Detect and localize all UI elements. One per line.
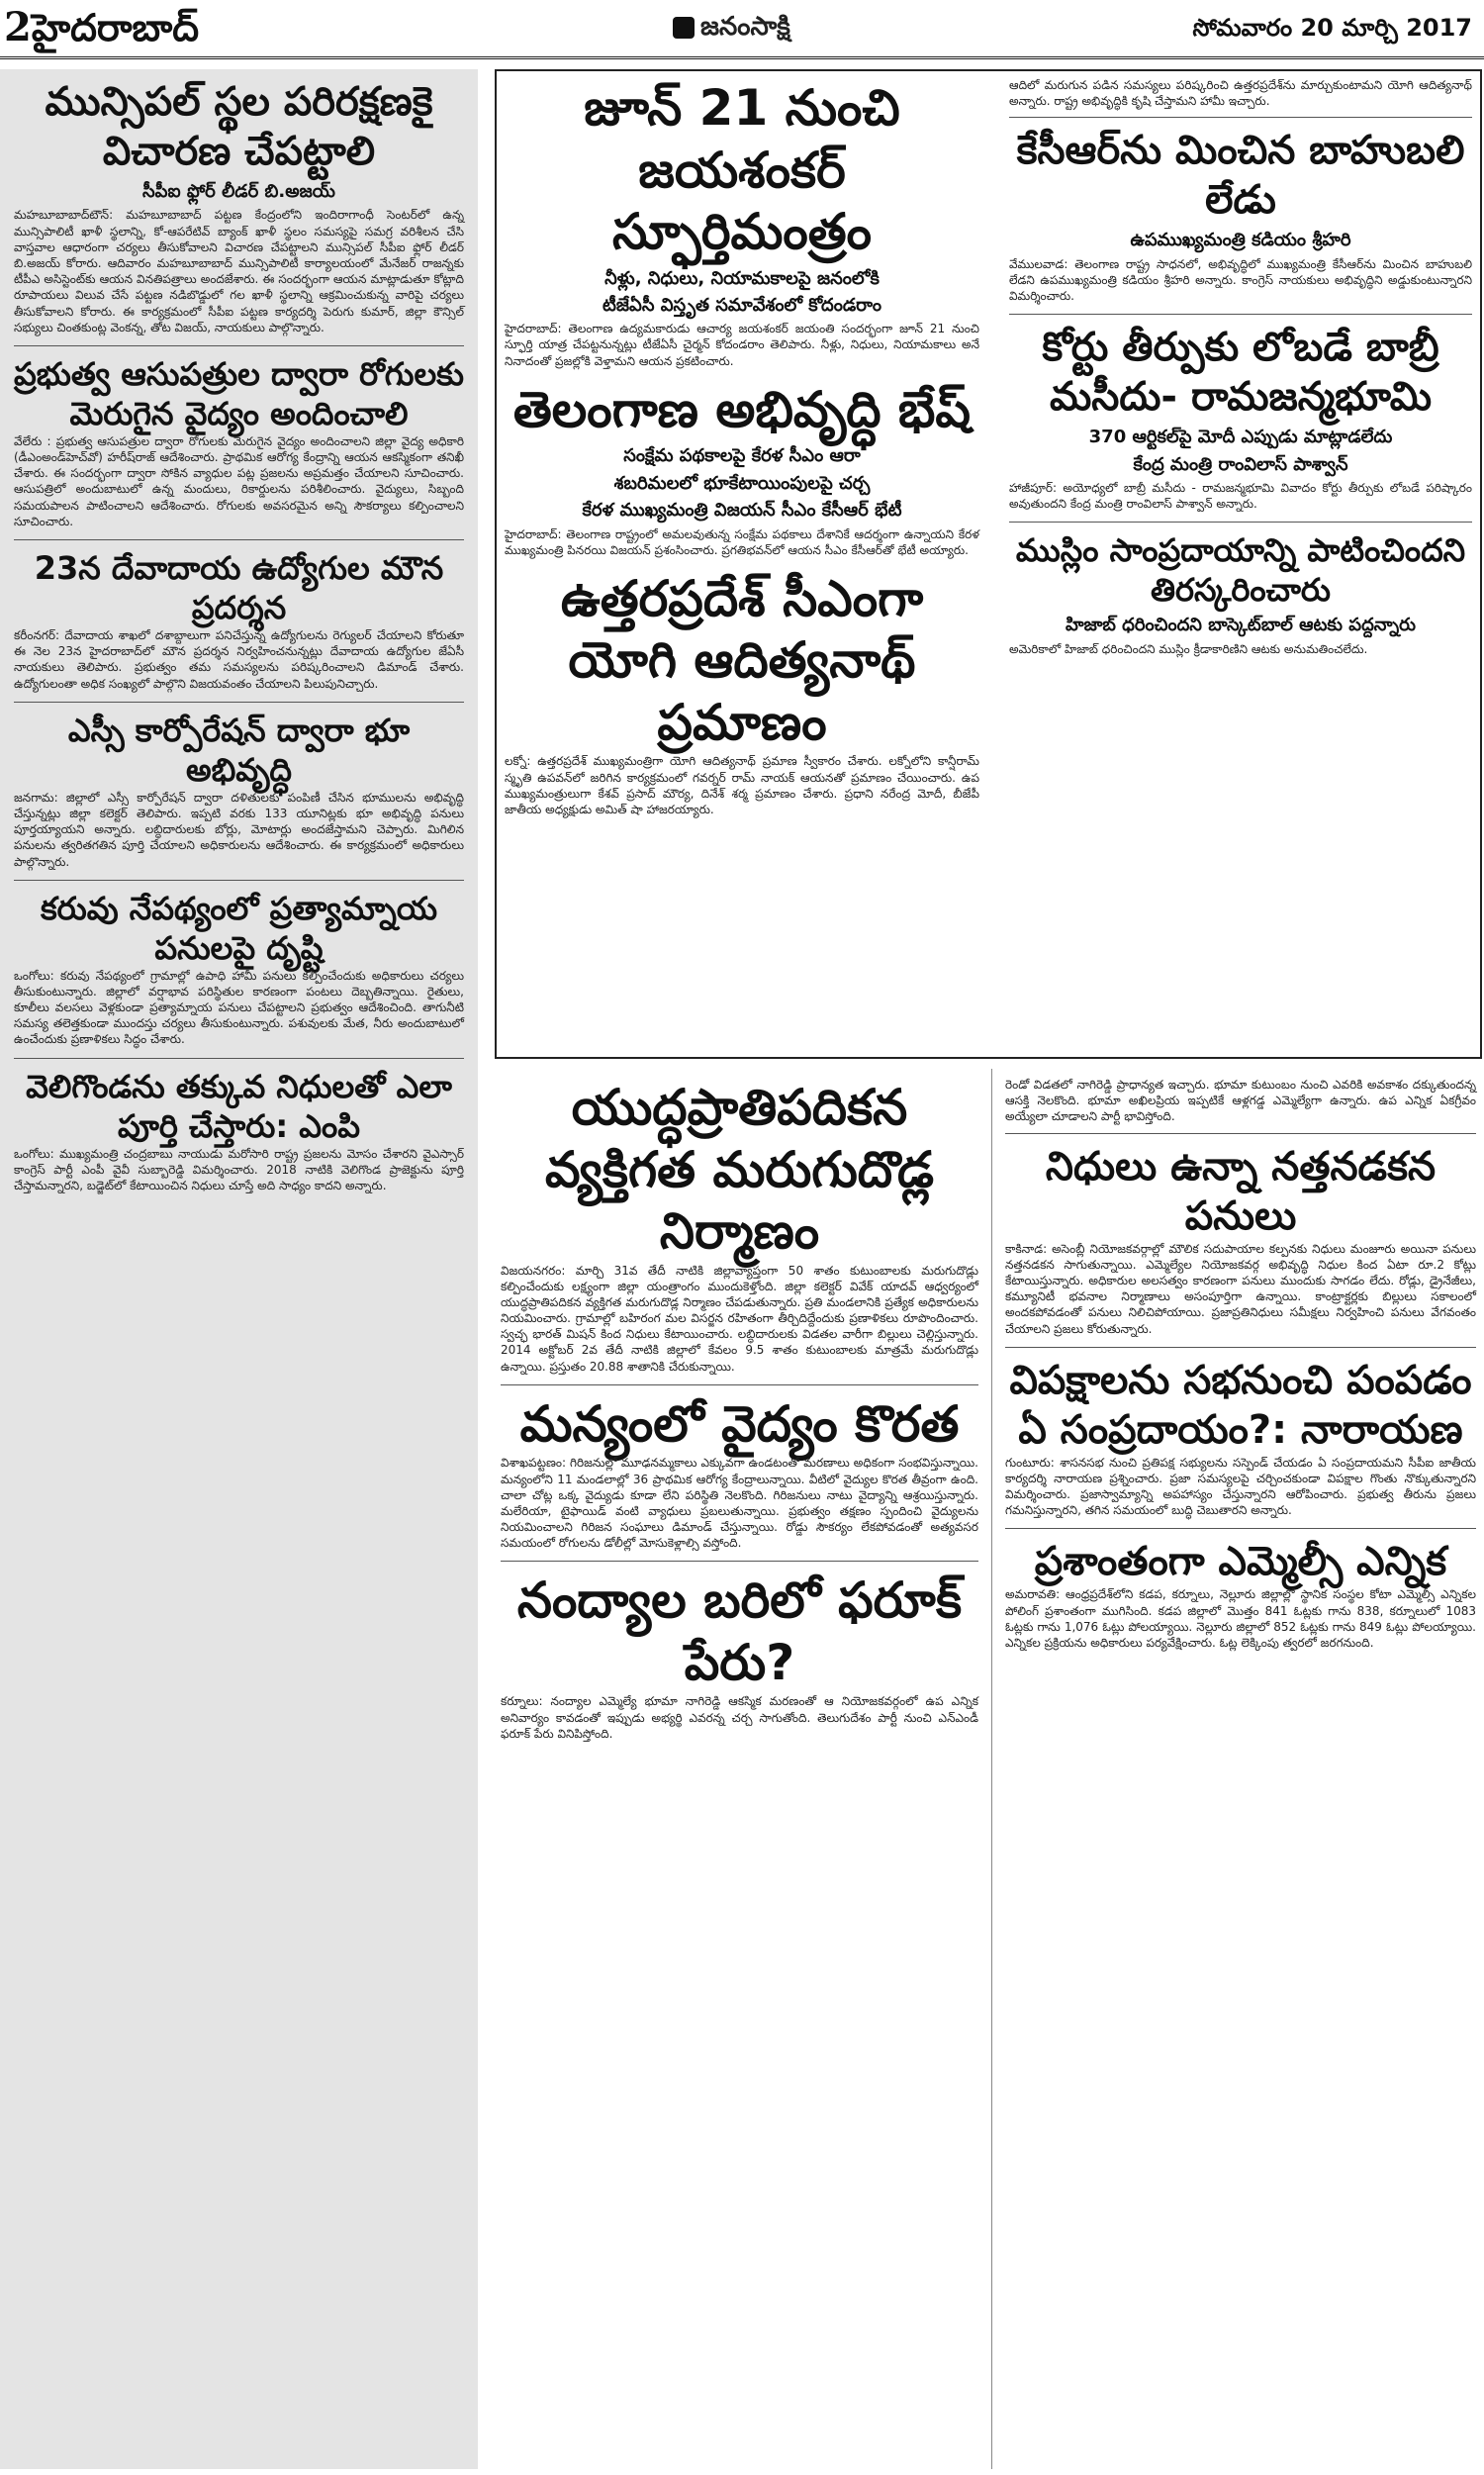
article-body: వేములవాడ: తెలంగాణ రాష్ట్ర సాధనలో, అభివృద్ధిలో ముఖ్యమంత్రి కేసీఆర్‌ను మించిన బాహుబలి లేడని ఉపముఖ్యమంత్రి కడియం శ్రీహరి అన్నారు. కాంగ్రెస్ నాయకులు అభివృద్ధిని అడ్డుకుంటున్నారని విమర్శించారు. (1009, 256, 1472, 304)
article-body: అమరావతి: ఆంధ్రప్రదేశ్‌లోని కడప, కర్నూలు, నెల్లూరు జిల్లాల్లో స్థానిక సంస్థల కోటా ఎమ్మెల్సీ ఎన్నికల పోలింగ్ ప్రశాంతంగా ముగిసింది. కడప జిల్లాలో మొత్తం 841 ఓట్లకు గాను 838, కర్నూలులో 1083 ఓట్లకు గాను 1,076 ఓట్లు పోలయ్యాయి. నెల్లూరు జిల్లాలో 852 ఓట్లకు గాను 849 ఓట్లు పోలయ్యాయి. ఎన్నికల ప్రక్రియను అధికారులు పర్యవేక్షించారు. ఓట్ల లెక్కింపు త్వరలో జరగనుంది. (1005, 1587, 1476, 1650)
headline: ఉత్తరప్రదేశ్ సీఎంగా యోగి ఆదిత్యనాథ్ ప్రమాణం (560, 569, 924, 751)
story-hijab (1009, 530, 1472, 657)
article-body: హైదరాబాద్: తెలంగాణ ఉద్యమకారుడు ఆచార్య జయశంకర్ జయంతి సందర్భంగా జూన్ 21 నుంచి స్ఫూర్తి యాత్ర చేపట్టనున్నట్లు టీజేఏసీ చైర్మన్ కోదండరాం తెలిపారు. నీళ్లు, నిధులు, నియామకాలు అనే నినాదంతో ప్రజల్లోకి వెళ్తామని ఆయన ప్రకటించారు. (505, 322, 979, 368)
article-body: విశాఖపట్టణం: గిరిజనుల్లో మూఢనమ్మకాలు ఎక్కువగా ఉండటంతో మరణాలు అధికంగా సంభవిస్తున్నాయి. మన్యంలోని 11 మండలాల్లో 36 ప్రాథమిక ఆరోగ్య కేంద్రాలున్నాయి. వీటిలో వైద్యుల కొరత తీవ్రంగా ఉంది. చాలా చోట్ల ఒక్క వైద్యుడు కూడా లేని పరిస్థితి నెలకొంది. గిరిజనులు నాటు వైద్యాన్ని ఆశ్రయిస్తున్నారు. మలేరియా, టైఫాయిడ్ వంటి వ్యాధులు ప్రబలుతున్నాయి. ప్రభుత్వం తక్షణం స్పందించి వైద్యులను నియమించాలని గిరిజన సంఘాలు డిమాండ్ చేస్తున్నాయి. రోడ్డు సౌకర్యం లేకపోవడంతో అత్యవసర సమయంలో రోగులను డోలీల్లో మోసుకెళ్లాల్సి వస్తోంది. (501, 1456, 978, 1551)
paper-name: జనంసాక్షి (700, 12, 790, 42)
story-municipal-land (14, 77, 464, 335)
headline: కరువు నేపథ్యంలో ప్రత్యామ్నాయ పనులపై దృష్టి (40, 889, 438, 967)
article-body: మహబూబాబాద్‌టౌన్: మహబూబాబాద్ పట్టణ కేంద్రంలోని ఇందిరాగాంధీ సెంటర్‌లో ఉన్న మున్సిపాలిటీ ఖాళీ స్థలాన్ని, కో-ఆపరేటివ్ బ్యాంక్ ఖాళీ స్థలం సమస్యపై సమగ్ర వరిశీలన చేసి వాస్తవాల ఆధారంగా చర్యలు తీసుకోవాలని విచారణ చేపట్టాలని మున్సిపల్ సీపీఐ ఫ్లోర్ లీడర్ బి.అజయ్ కోరారు. ఆదివారం మహబూబాబాద్ మున్సిపాలిటీ కార్యాలయంలో మేనేజర్ రాజన్నకు టీపీఎ అసిస్టెంట్‌కు ఆయన వినతిపత్రాలు అందజేశారు. ఈ సందర్భంగా ఆయన మాట్లాడుతూ కోట్లాది రూపాయలు విలువ చేసే పట్టణ నడిబొడ్డులో గల ఖాళీ స్థలాన్ని ఆక్రమించుకున్న వారిపై చర్యలు తీసుకోవాలని కోరారు. ఈ కార్యక్రమంలో సీపీఐ పట్టణ కార్యదర్శి పెరుగు కుమార్, జిల్లా కౌన్సిల్ సభ్యులు చింతకుంట్ల వెంకన్న, తోట విజయ్, నాయకులు పాల్గొన్నారు. (14, 208, 464, 334)
headline: మున్సిపల్ స్థల పరిరక్షణకై విచారణ చేపట్టాలి (45, 79, 433, 174)
newspaper-icon (673, 17, 695, 39)
story-up-cm (505, 568, 979, 817)
headline: మన్యంలో వైద్యం కొరత (519, 1394, 960, 1453)
section-label (4, 4, 199, 59)
subheadline: టీజేఏసీ విస్తృత సమావేశంలో కోదండరాం (603, 294, 881, 316)
headline: తెలంగాణ అభివృద్ధి భేష్ (512, 380, 972, 438)
story-narayana (1005, 1356, 1476, 1519)
divider (501, 1384, 978, 1385)
article-body: కర్నూలు: నంద్యాల ఎమ్మెల్యే భూమా నాగిరెడ్డి ఆకస్మిక మరణంతో ఆ నియోజకవర్గంలో ఉప ఎన్నిక అనివార్యం కావడంతో ఇప్పుడు అభ్యర్థి ఎవరన్న చర్చ సాగుతోంది. తెలుగుదేశం పార్టీ నుంచి ఎన్‌ఎండీ ఫరూక్ పేరు వినిపిస్తోంది. (501, 1694, 978, 1741)
headline: కోర్టు తీర్పుకు లోబడే బాబ్రీ మసీదు- రామజన్మభూమి (1042, 325, 1439, 421)
article-body: అమెరికాలో హిజాబ్ ధరించిందని ముస్లిం క్రీడాకారిణిని ఆటకు అనుమతించలేదు. (1009, 641, 1368, 656)
section-name: హైదరాబాద్ (31, 5, 200, 49)
headline: విపక్షాలను సభనుంచి పంపడం ఏ సంప్రదాయం?: నారాయణ (1009, 1357, 1472, 1453)
column-divider (991, 1069, 992, 2469)
article-continuation: ఆదిలో మరుగున పడిన సమస్యలు పరిష్కరించి ఉత్తరప్రదేశ్‌ను మార్చుకుంటామని యోగి ఆదిత్యనాథ్ అన్నారు. రాష్ట్ర అభివృద్ధికి కృషి చేస్తామని హామీ ఇచ్చారు. (1009, 78, 1472, 109)
story-manyam-health (501, 1393, 978, 1552)
article-body: హైదరాబాద్: తెలంగాణ రాష్ట్రంలో అమలవుతున్న సంక్షేమ పథకాలు దేశానికే ఆదర్శంగా ఉన్నాయని కేరళ ముఖ్యమంత్రి పినరయి విజయన్ ప్రశంసించారు. ప్రగతిభవన్‌లో ఆయన సీఎం కేసీఆర్‌తో భేటీ అయ్యారు. (505, 526, 979, 557)
divider (1009, 117, 1472, 118)
issue-date: సోమవారం 20 మార్చి 2017 (1192, 14, 1472, 42)
left-column (0, 69, 478, 2469)
story-silent-protest (14, 548, 464, 692)
divider (14, 702, 464, 703)
story-mlc-election (1005, 1537, 1476, 1651)
story-babri (1009, 323, 1472, 512)
article-body: లక్నో: ఉత్తరప్రదేశ్ ముఖ్యమంత్రిగా యోగి ఆదిత్యనాథ్ ప్రమాణ స్వీకారం చేశారు. లక్నోలోని కాన్షీరామ్ స్మృతి ఉపవన్‌లో జరిగిన కార్యక్రమంలో గవర్నర్ రామ్ నాయక్ ఆయనతో ప్రమాణం చేయించారు. ఉప ముఖ్యమంత్రులుగా కేశవ్ ప్రసాద్ మౌర్య, దినేశ్ శర్మ ప్రమాణం చేశారు. ప్రధాని నరేంద్ర మోదీ, బీజేపీ జాతీయ అధ్యక్షుడు అమిత్ షా హాజరయ్యారు. (505, 754, 979, 816)
story-toilets (501, 1077, 978, 1375)
headline: నిధులు ఉన్నా నత్తనడకన పనులు (1045, 1143, 1437, 1239)
subheadline: సీపీఐ ఫ్లోర్ లీడర్ బి.అజయ్ (142, 181, 335, 202)
article-body: కాకినాడ: అసెంబ్లీ నియోజకవర్గాల్లో మౌలిక సదుపాయాల కల్పనకు నిధులు మంజూరు అయినా పనులు నత్తనడకన సాగుతున్నాయి. ఎమ్మెల్యేల నియోజకవర్గ అభివృద్ధి నిధుల కింద ఏటా రూ.2 కోట్లు కేటాయిస్తున్నారు. అధికారుల అలసత్వం కారణంగా పనులు ముందుకు సాగడం లేదు. రోడ్లు, డ్రైనేజీలు, కమ్యూనిటీ భవనాల నిర్మాణాలు అసంపూర్తిగా ఉన్నాయి. కాంట్రాక్టర్లకు బిల్లులు సకాలంలో అందకపోవడంతో పనులు నిలిచిపోయాయి. ప్రజాప్రతినిధులు సమీక్షలు నిర్వహించి పనులు వేగవంతం చేయాలని ప్రజలు కోరుతున్నారు. (1005, 1241, 1476, 1336)
subheadline: కేరళ ముఖ్యమంత్రి విజయన్ సీఎం కేసీఆర్ భేటీ (582, 500, 902, 522)
bottom-middle-column (495, 1069, 984, 2469)
divider (1009, 522, 1472, 523)
headline: ముస్లిం సాంప్రదాయాన్ని పాటించిందని తిరస్కరించారు (1015, 531, 1466, 610)
divider (14, 1058, 464, 1059)
story-bahubali (1009, 126, 1472, 304)
middle-column (495, 69, 989, 1059)
article-body: ఒంగోలు: కరువు నేపథ్యంలో గ్రామాల్లో ఉపాధి హామీ పనులు కల్పించేందుకు అధికారులు చర్యలు తీసుకుంటున్నారు. జిల్లాలో వర్షాభావ పరిస్థితుల కారణంగా పంటలు దెబ్బతిన్నాయి. రైతులు, కూలీలు వలసలు వెళ్లకుండా ప్రత్యామ్నాయ పనులు చేపట్టాలని ప్రభుత్వం ఆదేశించింది. తాగునీటి సమస్య తలెత్తకుండా ముందస్తు చర్యలు తీసుకుంటున్నారు. పశువులకు మేత, నీరు అందుబాటులో ఉంచేందుకు ప్రణాళికలు సిద్ధం చేశారు. (14, 968, 464, 1047)
subheadline: ఉపముఖ్యమంత్రి కడియం శ్రీహరి (1130, 230, 1351, 251)
story-jayashankar (505, 77, 979, 369)
divider (1005, 1528, 1476, 1529)
story-telangana-development (505, 379, 979, 558)
subheadline: శబరిమలలో భూకేటాయింపులపై చర్చ (613, 472, 871, 494)
paper-logo (673, 12, 790, 48)
divider (14, 880, 464, 881)
divider (1005, 1133, 1476, 1134)
story-nandyal (501, 1570, 978, 1742)
divider (1009, 314, 1472, 315)
bottom-right-column (999, 1069, 1482, 2469)
headline: ప్రభుత్వ ఆసుపత్రుల ద్వారా రోగులకు మెరుగైన వైద్యం అందించాలి (14, 354, 464, 432)
article-body: హాజీపూర్: అయోధ్యలో బాబ్రీ మసీదు - రామజన్మభూమి వివాదం కోర్టు తీర్పుకు లోబడే పరిష్కారం అవుతుందని కేంద్ర మంత్రి రాంవిలాస్ పాశ్వాన్ అన్నారు. (1009, 481, 1472, 512)
headline: ఎస్సీ కార్పోరేషన్ ద్వారా భూ అభివృద్ధి (67, 711, 411, 789)
story-sc-corporation (14, 711, 464, 870)
story-veligonda (14, 1067, 464, 1194)
subheadline: హిజాబ్ ధరించిందని బాస్కెట్‌బాల్ ఆటకు పద్దన్నారు (1065, 615, 1417, 636)
article-continuation: రెండో విడతలో నాగిరెడ్డి ప్రాధాన్యత ఇచ్చారు. భూమా కుటుంబం నుంచి ఎవరికి అవకాశం దక్కుతుందన్న ఆసక్తి నెలకొంది. భూమా అఖిలప్రియ ఇప్పటికే ఆళ్లగడ్డ ఎమ్మెల్యేగా ఉన్నారు. ఉప ఎన్నిక ఏకగ్రీవం అయ్యేలా చూడాలని పార్టీ భావిస్తోంది. (1005, 1078, 1476, 1124)
divider (501, 1561, 978, 1562)
right-column (999, 69, 1482, 1059)
subheadline: 370 ఆర్టికల్‌పై మోదీ ఎప్పుడు మాట్లాడలేదు (1088, 427, 1393, 448)
article-body: ఒంగోలు: ముఖ్యమంత్రి చంద్రబాబు నాయుడు మరోసారి రాష్ట్ర ప్రజలను మోసం చేశారని వైఎస్సార్ కాంగ్రెస్ పార్టీ ఎంపీ వైవీ సుబ్బారెడ్డి విమర్శించారు. 2018 నాటికి వెలిగొండ ప్రాజెక్టును పూర్తి చేస్తామన్నారని, బడ్జెట్‌లో కేటాయించిన నిధులు చూస్తే అది సాధ్యం కాదని అన్నారు. (14, 1146, 464, 1193)
page-number: 2 (4, 4, 32, 50)
divider (14, 345, 464, 346)
headline: వెలిగొండను తక్కువ నిధులతో ఎలా పూర్తి చేస్తారు: ఎంపి (26, 1067, 452, 1145)
article-body: కరీంనగర్: దేవాదాయ శాఖలో దశాబ్దాలుగా పనిచేస్తున్న ఉద్యోగులను రెగ్యులర్ చేయాలని కోరుతూ ఈ నెల 23న హైదరాబాద్‌లో మౌన ప్రదర్శన నిర్వహించనున్నట్లు దేవాదాయ ఉద్యోగుల జేఏసీ నాయకులు తెలిపారు. ప్రభుత్వం తమ సమస్యలను పరిష్కరించాలని డిమాండ్ చేశారు. ఉద్యోగులంతా అధిక సంఖ్యలో పాల్గొని విజయవంతం చేయాలని పిలుపునిచ్చారు. (14, 628, 464, 691)
story-drought (14, 889, 464, 1048)
headline: జూన్ 21 నుంచి జయశంకర్ స్ఫూర్తిమంత్రం (584, 79, 900, 260)
headline: కేసీఆర్‌ను మించిన బాహుబలి లేడు (1016, 128, 1465, 224)
article-body: గుంటూరు: శాసనసభ నుంచి ప్రతిపక్ష సభ్యులను సస్పెండ్ చేయడం ఏ సంప్రదాయమని సీపీఐ జాతీయ కార్యదర్శి నారాయణ ప్రశ్నించారు. ప్రజా సమస్యలపై చర్చించకుండా విపక్షాల గొంతు నొక్కుతున్నారని విమర్శించారు. ప్రజాస్వామ్యాన్ని అపహాస్యం చేస్తున్నారని ఆరోపించారు. ప్రభుత్వ తీరును ప్రజలు గమనిస్తున్నారని, తగిన సమయంలో బుద్ధి చెబుతారని అన్నారు. (1005, 1455, 1476, 1518)
story-funds-delay (1005, 1142, 1476, 1337)
masthead (0, 0, 1484, 59)
divider (14, 539, 464, 540)
subheadline: నీళ్లు, నిధులు, నియామకాలపై జనంలోకి (604, 267, 880, 289)
headline: నంద్యాల బరిలో ఫరూక్ పేరు? (516, 1571, 963, 1691)
headline: 23న దేవాదాయ ఉద్యోగుల మౌన ప్రదర్శన (34, 549, 444, 627)
divider (1005, 1347, 1476, 1348)
article-body: జనగామ: జిల్లాలో ఎస్సీ కార్పోరేషన్ ద్వారా దళితులకు పంపిణీ చేసిన భూములను అభివృద్ధి చేస్తున్నట్లు జిల్లా కలెక్టర్ తెలిపారు. ఇప్పటి వరకు 133 యూనిట్లకు భూ అభివృద్ధి పనులు పూర్తయ్యాయని అన్నారు. లబ్ధిదారులకు బోర్లు, మోటార్లు అందజేస్తామని చెప్పారు. మిగిలిన పనులను త్వరితగతిన పూర్తి చేయాలని అధికారులను ఆదేశించారు. ఈ కార్యక్రమంలో అధికారులు పాల్గొన్నారు. (14, 790, 464, 869)
subheadline: కేంద్ర మంత్రి రాంవిలాస్ పాశ్వాన్ (1133, 453, 1348, 475)
subheadline: సంక్షేమ పథకాలపై కేరళ సీఎం ఆరా (623, 445, 861, 467)
headline: ప్రశాంతంగా ఎమ్మెల్సీ ఎన్నిక (1034, 1539, 1447, 1585)
headline: యుద్ధప్రాతిపదికన వ్యక్తిగత మరుగుదొడ్ల నిర్మాణం (544, 1079, 934, 1260)
article-body: వేలేరు : ప్రభుత్వ ఆసుపత్రుల ద్వారా రోగులకు మెరుగైన వైద్యం అందించాలని జిల్లా వైద్య అధికారి (డీఎంఅండ్‌హెచ్‌వో) హరీష్‌రాజ్ ఆదేశించారు. ప్రాథమిక ఆరోగ్య కేంద్రాన్ని ఆయన ఆకస్మికంగా తనిఖీ చేశారు. ఈ సందర్భంగా ద్వారా సోకిన వ్యాధుల పట్ల ప్రజలను అప్రమత్తం చేయాలని సూచించారు. ఆసుపత్రిలో అందుబాటులో ఉన్న మందులు, రికార్డులను పరిశీలించారు. వైద్యులు, సిబ్బంది సమయపాలన పాటించాలని ఆదేశించారు. రోగులకు అవసరమైన అన్ని సౌకర్యాలు కల్పించాలని సూచించారు. (14, 433, 464, 528)
article-body: విజయనగరం: మార్చి 31వ తేదీ నాటికి జిల్లావ్యాప్తంగా 50 శాతం కుటుంబాలకు మరుగుదొడ్లు కల్పించేందుకు లక్ష్యంగా జిల్లా యంత్రాంగం ముందుకెళ్తోంది. జిల్లా కలెక్టర్ వివేక్ యాదవ్ ఆధ్వర్యంలో యుద్ధప్రాతిపదికన వ్యక్తిగత మరుగుదొడ్ల నిర్మాణం చేపడుతున్నారు. ప్రతి మండలానికి ప్రత్యేక అధికారులను నియమించారు. గ్రామాల్లో బహిరంగ మల విసర్జన రహితంగా తీర్చిదిద్దేందుకు ప్రణాళికలు రూపొందించారు. స్వచ్ఛ భారత్ మిషన్ కింద నిధులు కేటాయించారు. లబ్ధిదారులకు విడతల వారీగా బిల్లులు చెల్లిస్తున్నారు. 2014 అక్టోబర్ 2వ తేదీ నాటికి జిల్లాలో కేవలం 9.5 శాతం కుటుంబాలకు మాత్రమే మరుగుదొడ్లు ఉన్నాయి. ప్రస్తుతం 20.88 శాతానికి చేరుకున్నాయి. (501, 1263, 978, 1374)
story-hospitals (14, 354, 464, 529)
